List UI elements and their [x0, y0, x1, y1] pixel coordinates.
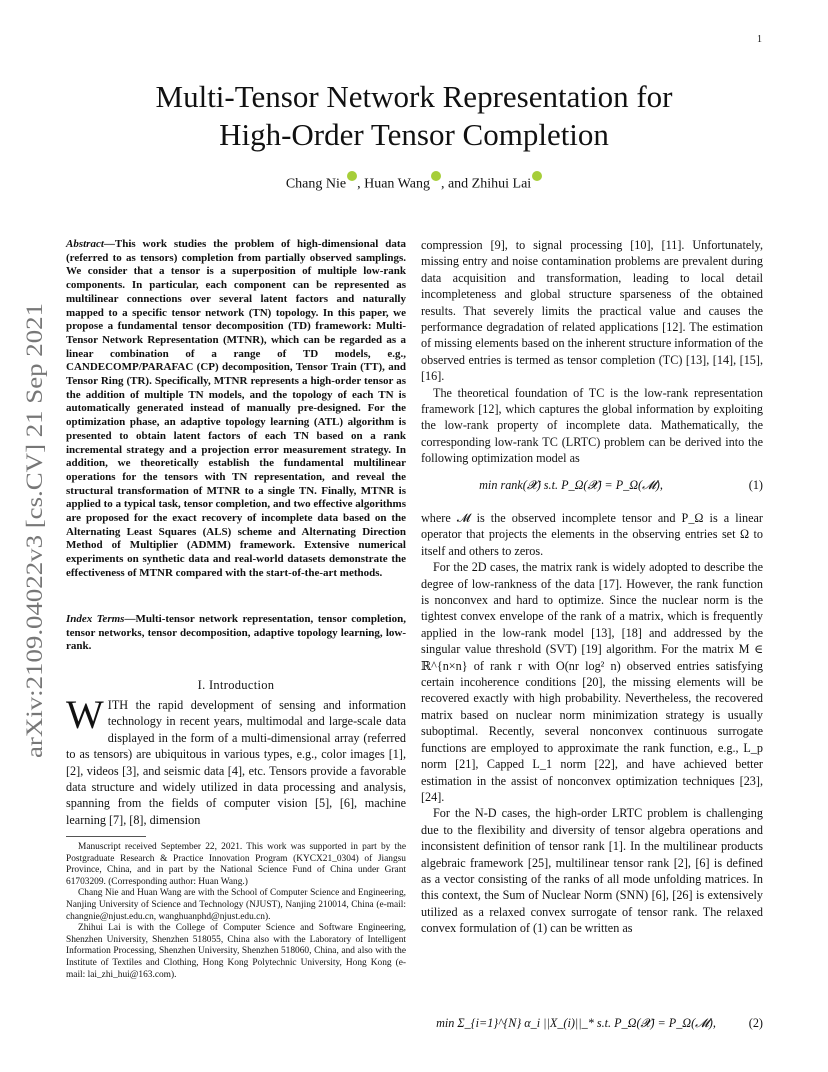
arxiv-sidebar-svg — [12, 300, 56, 760]
footnote: Zhihui Lai is with the College of Computer Science and Software Engineering, Shenzhen University, Shenzhen 518055, China also with the Laboratory of Intelligent Information Processing, Shenzhen University, Shenzhen 518060, China, and also with the Institute of Textiles and Clothing, Hong Kong Polytechnic University, Hong Kong (e-mail: lai_zhi_hui@163.com). — [66, 923, 406, 980]
paper-title — [60, 78, 768, 154]
index-terms-label: Index Terms — [66, 613, 125, 625]
arxiv-identifier: arXiv:2109.04022v3 [cs.CV] 21 Sep 2021 — [22, 368, 47, 758]
title-line-1: Multi-Tensor Network Representation for — [155, 79, 673, 114]
paragraph: The theoretical foundation of TC is the low-rank representation framework [12], which captures the global information by exploiting the low-rank property of incomplete data. Mathematically, the corresponding low-rank TC (LRTC) problem can be derived into the following optimization model as — [421, 385, 763, 466]
equation-1 — [421, 478, 763, 493]
author-2: , Huan Wang — [357, 176, 430, 192]
paragraph: For the 2D cases, the matrix rank is widely adopted to describe the degree of low-rankness of the data [17]. However, the rank function is nonconvex and hard to optimize. Since the nuclear norm is the tightest convex envelope of the rank of a matrix, which is frequently applied in the low-rank model [13], [18] and addressed by the singular value threshold (SVT) [19] algorithm. For the matrix M ∈ ℝ^{n×n} of rank r with O(nr log² n) observed entries satisfying certain incoherence conditions [20], the missing elements will be recovered exactly with high probability. Nevertheless, the recovered matrix based on nuclear norm minimization strategy is usually suboptimal. Recently, several nonconvex continuous surrogate functions are employed to approximate the rank function, e.g., L_p norm [21], Capped L_1 norm [22], and have achieved better estimation in the assist of nonconvex optimization techniques [23], [24]. — [421, 560, 763, 804]
index-terms — [66, 613, 406, 654]
footnote: Chang Nie and Huan Wang are with the School of Computer Science and Engineering, Nanjing University of Science and Technology (NJUST), Nanjing 210014, China (e-mail: changnie@njust.edu.cn, wanghuanphd@njust.edu.cn). — [66, 888, 406, 922]
drop-cap: W — [66, 692, 104, 737]
footnote-rule — [66, 836, 146, 837]
page-number: 1 — [757, 34, 762, 45]
equation-2-body: min Σ_{i=1}^{N} α_i ||X_(i)||_* s.t. P_Ω(𝓧) = P_Ω(𝓜), — [436, 1016, 716, 1030]
equation-2-number: (2) — [748, 1016, 763, 1030]
section-heading: I. Introduction — [197, 678, 275, 692]
abstract-label: Abstract — [66, 238, 104, 250]
introduction-text: ITH the rapid development of sensing and information technology in recent years, multimodal and large-scale data displayed in the form of a multi-dimensional array (referred to as tensors) are ubiquitous in various types, e.g., color images [1], [2], videos [3], and seismic data [4], etc. Tensors provide a favorable data structure and widely utilized in data processing and analysis, spanning from the fields of computer vision [5], [6], machine learning [7], [8], dimension — [66, 698, 406, 827]
abstract — [66, 238, 406, 581]
paragraph: compression [9], to signal processing [10], [11]. Unfortunately, missing entry and noise contamination problems are prevalent during data acquisition and transformation, leading to local detail incompleteness and global structure sparseness of the obtained results. That severely limits the practical value and causes the performance degradation of related applications [12]. The estimation of missing elements based on the inherent structure information of the observed entries is termed as tensor completion (TC) [13], [14], [15], [16]. — [421, 238, 763, 384]
arxiv-sidebar-stamp — [12, 300, 56, 760]
orcid-icon[interactable] — [347, 171, 357, 181]
equation-1-number: (1) — [748, 478, 763, 492]
author-3: , and Zhihui Lai — [440, 176, 532, 192]
orcid-icon[interactable] — [431, 171, 441, 181]
right-column-top — [421, 237, 763, 467]
right-column-middle — [421, 510, 763, 937]
abstract-text: —This work studies the problem of high-dimensional data (referred to as tensors) completion from partially observed samplings. We consider that a tensor is a superposition of multiple low-rank components. In particular, each component can be represented as multilinear connections over several latent factors and naturally mapped to a specific tensor network (TN) topology. In this paper, we propose a fundamental tensor decomposition (TD) framework: Multi-Tensor Network Representation (MTNR), which can be regarded as a linear combination of a range of TD models, e.g., CANDECOMP/PARAFAC (CP) decomposition, Tensor Train (TT), and Tensor Ring (TR). Specifically, MTNR represents a high-order tensor as the addition of multiple TN models, and the topology of each TN is automatically generated instead of manually pre-designed. For the optimization phase, an adaptive topology learning (ATL) algorithm is presented to obtain latent factors of each TN based on a rank incremental strategy and a projection error measurement strategy. In addition, we theoretically establish the fundamental multilinear operations for the tensors with TN representation, and reveal the structural transformation of MTNR to a single TN. Finally, MTNR is applied to a typical task, tensor completion, and two effective algorithms are proposed for the exact recovery of incomplete data based on the Alternating Least Squares (ALS) scheme and Alternating Direction Method of Multiplier (ADMM) framework. Extensive numerical experiments on synthetic data and real-world datasets demonstrate the effectiveness of MTNR compared with the start-of-the-art methods. — [66, 238, 406, 579]
author-1: Chang Nie — [285, 176, 347, 192]
author-list — [60, 172, 768, 193]
title-line-2: High-Order Tensor Completion — [219, 117, 609, 152]
footnotes — [66, 842, 406, 981]
equation-2 — [421, 1016, 763, 1031]
index-terms-text: —Multi-tensor network representation, tensor completion, tensor networks, tensor decomposition, adaptive topology learning, low-rank. — [66, 613, 406, 653]
footnote: Manuscript received September 22, 2021. This work was supported in part by the Postgraduate Research & Practice Innovation Program (KYCX21_0304) of Jiangsu Province, China, and in part by the National Science Fund of China under Grant 61703209. (Corresponding author: Huan Wang.) — [66, 842, 406, 887]
paragraph: For the N-D cases, the high-order LRTC problem is challenging due to the flexibility and diversity of tensor algebra operations and inconsistent definition of tensor rank [1]. In the multilinear products algebraic framework [25], multilinear tensor rank [2], [6] is defined as a vector consisting of the ranks of all mode unfolding matrices. In this context, the Sum of Nuclear Norm (SNN) [6], [26] is extensively utilized as a relaxed convex surrogate of tensor rank. The relaxed convex formulation of (1) can be written as — [421, 806, 763, 936]
orcid-icon[interactable] — [532, 171, 542, 181]
introduction-paragraph — [66, 692, 406, 828]
paragraph: where 𝓜 is the observed incomplete tensor and P_Ω is a linear operator that projects the elements in the observing entries set Ω to itself and others to zeros. — [421, 511, 763, 558]
equation-1-body: min rank(𝓧) s.t. P_Ω(𝓧) = P_Ω(𝓜), — [479, 478, 663, 492]
